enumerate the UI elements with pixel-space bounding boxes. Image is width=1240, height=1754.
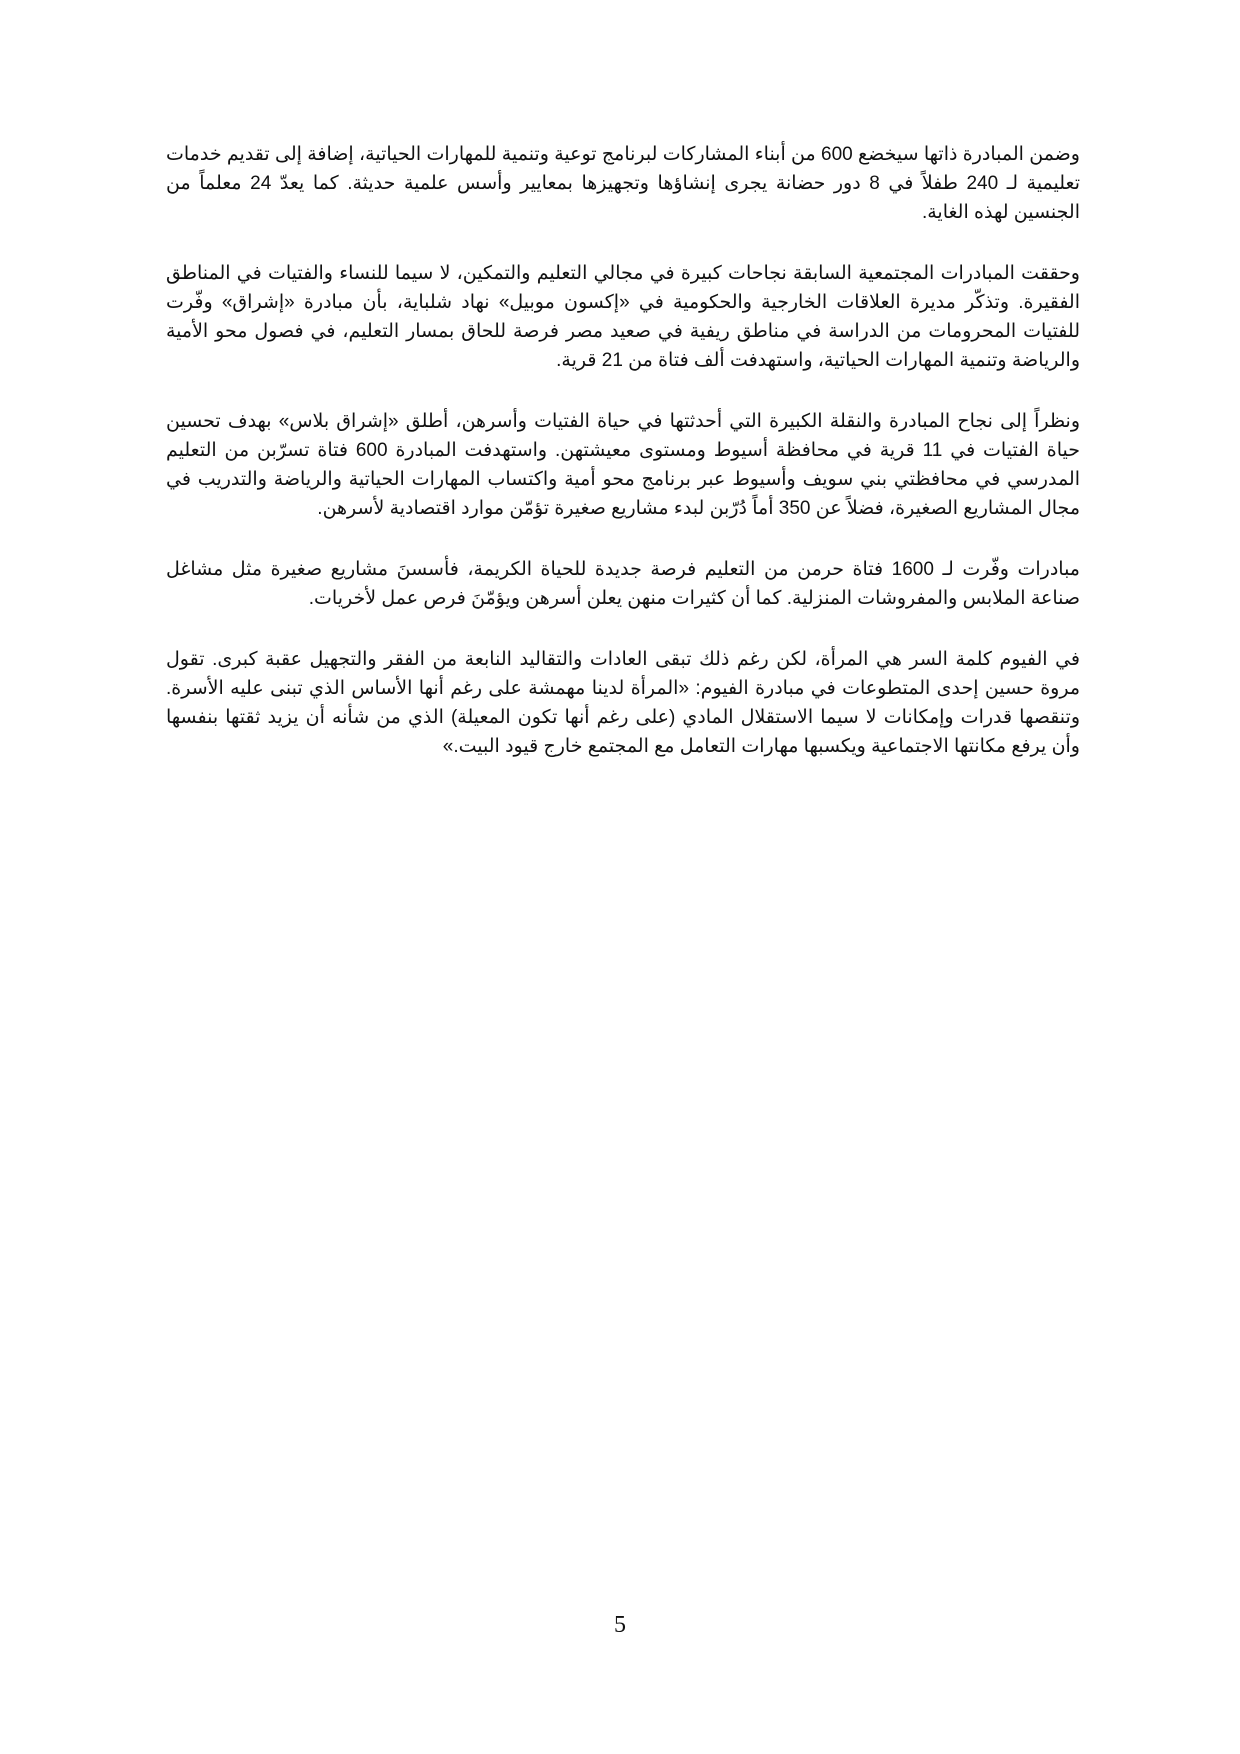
paragraph-5: في الفيوم كلمة السر هي المرأة، لكن رغم ذلك تبقى العادات والتقاليد النابعة من الفقر والتجهيل عقبة كبرى. تقول مروة حسين إحدى المتطوعات في مبادرة الفيوم: «المرأة لدينا مهمشة على رغم أنها الأساس الذي تبنى عليه الأسرة. وتنقصها قدرات وإمكانات لا سيما الاستقلال المادي (على رغم أنها تكون المعيلة) الذي من شأنه أن يزيد ثقتها بنفسها وأن يرفع مكانتها الاجتماعية ويكسبها مهارات التعامل مع المجتمع خارج قيود البيت.» bbox=[166, 649, 1080, 757]
paragraph-3: ونظراً إلى نجاح المبادرة والنقلة الكبيرة التي أحدثتها في حياة الفتيات وأسرهن، أطلق «إشراق بلاس» بهدف تحسين حياة الفتيات في 11 قرية في محافظة أسيوط ومستوى معيشتهن. واستهدفت المبادرة 600 فتاة تسرّبن من التعليم المدرسي في محافظتي بني سويف وأسيوط عبر برنامج محو أمية واكتساب المهارات الحياتية والرياضة والتدريب في مجال المشاريع الصغيرة، فضلاً عن 350 أماً دُرّبن لبدء مشاريع صغيرة تؤمّن موارد اقتصادية لأسرهن. bbox=[166, 411, 1080, 519]
page-number: 5 bbox=[614, 1612, 626, 1638]
paragraph-2: وحققت المبادرات المجتمعية السابقة نجاحات كبيرة في مجالي التعليم والتمكين، لا سيما للنساء والفتيات في المناطق الفقيرة. وتذكّر مديرة العلاقات الخارجية والحكومية في «إكسون موبيل» نهاد شلباية، بأن مبادرة «إشراق» وفّرت للفتيات المحرومات من الدراسة في مناطق ريفية في صعيد مصر فرصة للحاق بمسار التعليم، في فصول محو الأمية والرياضة وتنمية المهارات الحياتية، واستهدفت ألف فتاة من 21 قرية. bbox=[166, 263, 1080, 371]
paragraph-4: مبادرات وفّرت لـ 1600 فتاة حرمن من التعليم فرصة جديدة للحياة الكريمة، فأسسنَ مشاريع صغيرة مثل مشاغل صناعة الملابس والمفروشات المنزلية. كما أن كثيرات منهن يعلن أسرهن ويؤمّنَ فرص عمل لأخريات. bbox=[166, 559, 1080, 609]
paragraph-1: وضمن المبادرة ذاتها سيخضع 600 من أبناء المشاركات لبرنامج توعية وتنمية للمهارات الحياتية، إضافة إلى تقديم خدمات تعليمية لـ 240 طفلاً في 8 دور حضانة يجرى إنشاؤها وتجهيزها بمعايير وأسس علمية حديثة. كما يعدّ 24 معلماً من الجنسين لهذه الغاية. bbox=[166, 144, 1081, 223]
article-body bbox=[166, 140, 1080, 793]
